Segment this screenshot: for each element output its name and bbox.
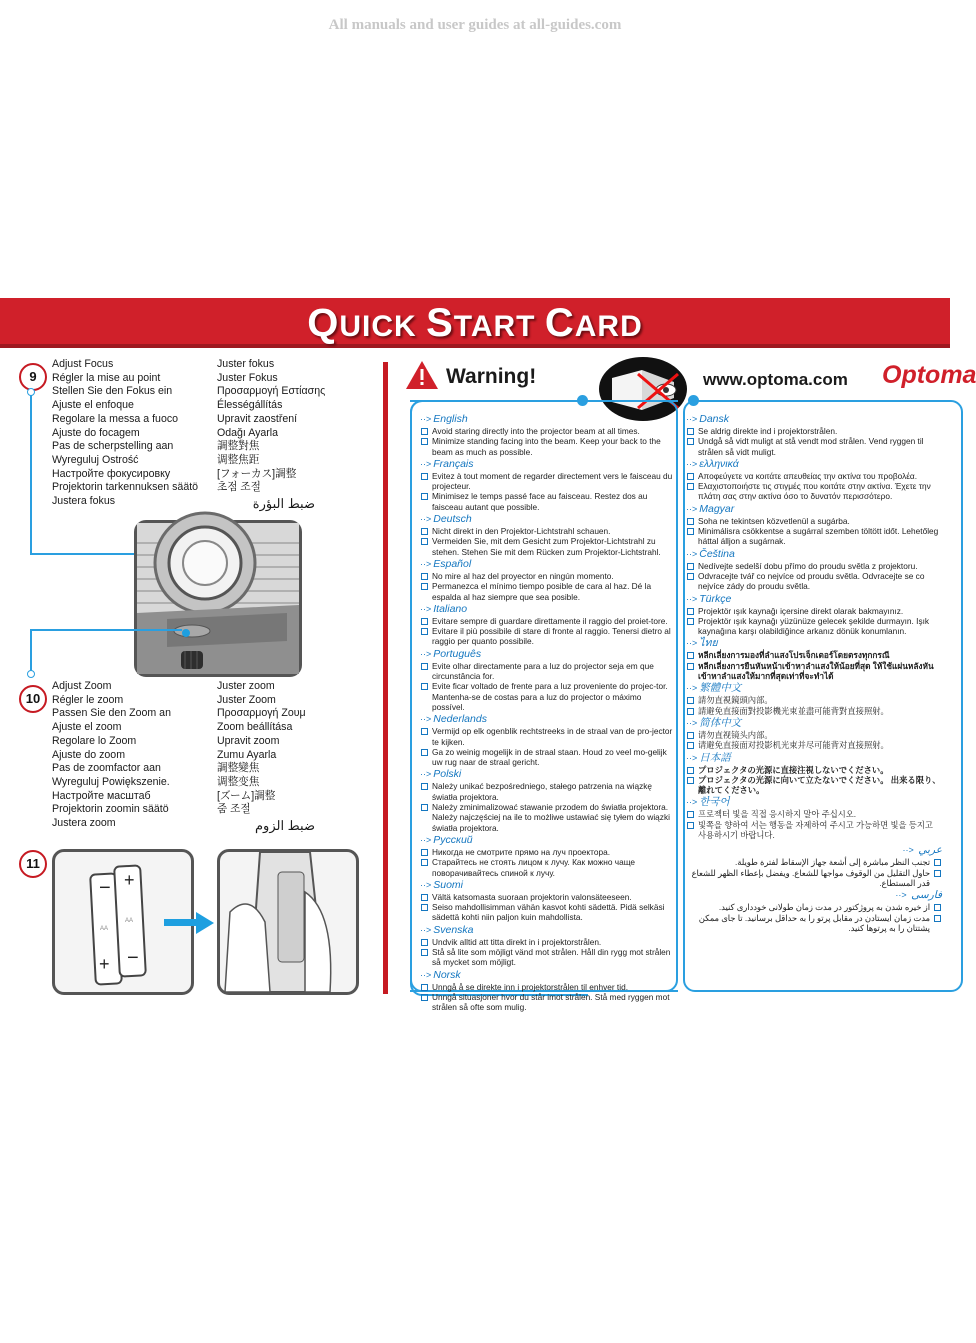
warning-item: Nicht direkt in den Projektor-Lichtstrahl schauen.	[420, 526, 675, 536]
connector-line	[30, 629, 182, 631]
warning-item: Unngå situasjoner hvor du står imot strålen. Stå med ryggen mot strålen så ofte som mulig.	[420, 992, 675, 1013]
warning-lang-name: Čeština	[699, 547, 735, 560]
warning-lang-header: ··> 繁體中文	[686, 682, 742, 695]
step10-label: Juster Zoom	[217, 693, 276, 706]
warning-item: Se aldrig direkte ind i projektorstrålen.	[686, 426, 942, 436]
step9-label: Ajuste el enfoque	[52, 399, 134, 412]
warning-item: Projektör ışık kaynağı içersine direkt olarak bakmayınız.	[686, 606, 942, 616]
battery-plus-sign: +	[124, 870, 135, 890]
step10-label: Upravit zoom	[217, 734, 280, 747]
step10-label: Zoom beállítása	[217, 721, 293, 734]
step10-label: 調整變焦	[217, 762, 260, 775]
warning-lang-header: ··> Dansk	[686, 413, 730, 425]
warning-lang-name: 简体中文	[699, 716, 742, 729]
warning-item: Vermijd op elk ogenblik rechtstreeks in de straal van de pro-jector te kijken.	[420, 726, 675, 747]
warning-lang-name: Italiano	[433, 602, 468, 615]
step-number-11: 11	[19, 850, 47, 878]
warning-lang-header: ··> Italiano	[420, 602, 468, 615]
step9-label: Adjust Focus	[52, 358, 114, 370]
warning-lang-name: 한국어	[699, 796, 730, 809]
step9-label: Ajuste do focagem	[52, 426, 140, 439]
step10-arabic-label: ضبط الزوم	[255, 818, 315, 833]
warning-lang-header: ··> Português	[420, 647, 482, 660]
warning-item: مدت زمان ايستادن در مقابل پرتو را به حداقل برسانيد. تا جای ممکن پشتتان را به پرتوها کنيد.	[686, 913, 942, 934]
card-title	[0, 300, 950, 350]
step10-label: Настройте масштаб	[52, 789, 151, 802]
warning-lang-name: Svenska	[433, 923, 474, 936]
warning-lang-header: ··> 简体中文	[686, 716, 742, 729]
website-url[interactable]: www.optoma.com	[703, 370, 848, 389]
optoma-logo: Optoma	[882, 361, 976, 389]
warning-item: Старайтесь не стоять лицом к лучу. Как можно чаще поворачивайтесь спиной к лучу.	[420, 857, 675, 878]
warning-item: Odvracejte tvář co nejvíce od proudu světla. Odvracejte se co nejvíce zády do proudu světla.	[686, 571, 942, 592]
connector-dot	[27, 388, 35, 396]
warning-item: Soha ne tekintsen közvetlenül a sugárba.	[686, 516, 942, 526]
warning-item: 請勿直視鏡頭內部。	[686, 695, 942, 705]
warning-item: 請避免直接面對投影機光束並盡可能背對直接照射。	[686, 706, 942, 716]
step9-label: Justera fokus	[52, 495, 116, 508]
step9-languages-right	[217, 358, 357, 495]
remote-illustration	[217, 849, 359, 995]
watermark-text: All manuals and user guides at all-guides.com	[328, 17, 622, 33]
warning-item: Projektör ışık kaynağı yüzünüze gelecek şekilde durmayın. Işık kaynağına karşı olabildiğince arkanız dönük konumlanın.	[686, 616, 942, 637]
step-number-9: 9	[19, 363, 47, 391]
projector-lens-illustration	[134, 520, 302, 677]
step-number-10: 10	[19, 685, 47, 713]
title-part-1: UICK	[339, 310, 427, 343]
warning-item: Никогда не смотрите прямо на луч проектора.	[420, 847, 675, 857]
warning-lang-name: Magyar	[699, 502, 735, 515]
step9-label: Odağı Ayarla	[217, 426, 279, 439]
step9-label: Настройте фокусировку	[52, 467, 171, 480]
step10-label: 줌 조절	[217, 803, 251, 816]
warning-item: Należy unikać bezpośredniego, stałego patrzenia na wiązkę światła projektora.	[420, 781, 675, 802]
warning-item: Undgå så vidt muligt at stå vendt mod strålen. Vend ryggen til strålen så vidt muligt.	[686, 436, 942, 457]
step10-label: Προσαρμογή Ζουμ	[217, 707, 306, 720]
warning-item: Unngå å se direkte inn i projektorstrålen til enhver tid.	[420, 982, 675, 992]
warning-lang-name: Français	[433, 457, 474, 470]
projector-drawing	[137, 523, 299, 674]
step9-languages-left	[52, 358, 212, 509]
step9-label: Wyreguluj Ostrość	[52, 453, 139, 466]
warning-item: プロジェクタの光源に直接注視しないでください。	[686, 765, 942, 775]
battery-type-label: AA	[125, 918, 134, 924]
title-letter-s: S	[426, 301, 454, 345]
warning-item: Stå så lite som möjligt vänd mot strålen. Håll din rygg mot strålen så mycket som möjligt.	[420, 947, 675, 968]
warning-item: Evitare il più possibile di stare di fronte al raggio. Tenersi dietro al raggio per quanto possibile.	[420, 626, 675, 647]
warning-lang-name: Suomi	[433, 878, 464, 891]
step9-label: Stellen Sie den Fokus ein	[52, 385, 173, 398]
warning-rtl-languages	[686, 844, 942, 933]
warning-triangle-icon	[405, 360, 439, 390]
warning-item: Evite olhar directamente para a luz do projector seja em que circunstância for.	[420, 661, 675, 682]
step10-label: [ズーム]調整	[217, 789, 276, 802]
warning-languages-left	[420, 412, 675, 1012]
warning-item: Permanezca el mínimo tiempo posible de cara al haz. Dé la espalda al haz siempre que sea posible.	[420, 581, 675, 602]
step10-label: Juster zoom	[217, 680, 275, 692]
step9-label: Régler la mise au point	[52, 371, 161, 384]
battery-plus-sign: +	[99, 954, 110, 974]
warning-item: Minimálisra csökkentse a sugárral szemben töltött időt. Lehetőleg háttal álljon a sugárnak.	[686, 526, 942, 547]
warning-heading: Warning!	[446, 365, 537, 388]
step9-label: Juster fokus	[217, 358, 275, 370]
battery-minus-sign: −	[127, 947, 139, 969]
warning-lang-header: ··> 한국어	[686, 796, 730, 809]
warning-item: Evite ficar voltado de frente para a luz proveniente do projec-tor. Mantenha-se de costas para a luz do projector o máximo possível.	[420, 681, 675, 712]
connector-line	[30, 391, 32, 554]
step9-label: Juster Fokus	[217, 371, 278, 384]
warning-item: Evitez à tout moment de regarder directement vers le faisceau du projecteur.	[420, 471, 675, 492]
warning-lang-header: ··> Suomi	[420, 878, 464, 891]
warning-item: Vältä katsomasta suoraan projektorin valonsäteeseen.	[420, 892, 675, 902]
warning-lang-header: ··> ไทย	[686, 637, 718, 650]
warning-lang-header: عربي <··	[902, 844, 942, 857]
warning-lang-header: ··> Čeština	[686, 547, 735, 560]
step10-label: Regolare lo Zoom	[52, 734, 137, 747]
warning-lang-name: Türkçe	[699, 592, 732, 605]
warning-item: Vermeiden Sie, mit dem Gesicht zum Projektor-Lichtstrahl zu stehen. Stehen Sie mit dem Rücken zum Projektor-Lichtstrahl.	[420, 536, 675, 557]
step9-arabic-label: ضبط البؤرة	[252, 496, 315, 511]
step9-label: 초점 조절	[217, 481, 261, 494]
step9-label: 調整對焦	[217, 440, 260, 453]
warning-item: Evitare sempre di guardare direttamente il raggio del proiet-tore.	[420, 616, 675, 626]
warning-item: Ga zo weinig mogelijk in de straal staan. Houd zo veel mo-gelijk uw rug naar de straal gericht.	[420, 747, 675, 768]
connector-line	[30, 629, 32, 674]
step10-label: Wyreguluj Powiększenie.	[52, 775, 170, 788]
step9-label: Projektorin tarkennuksen säätö	[52, 481, 199, 494]
warning-lang-header: ··> ελληνικά	[686, 457, 739, 470]
warning-item: Nedívejte sedelší dobu přímo do proudu světla z projektoru.	[686, 561, 942, 571]
warning-lang-header: فارسی <··	[895, 889, 942, 902]
step10-label: Zumu Ayarla	[217, 748, 277, 761]
step10-label: Projektorin zoomin säätö	[52, 803, 169, 816]
step10-label: Pas de zoomfactor aan	[52, 762, 161, 775]
step9-label: Regolare la messa a fuoco	[52, 412, 179, 425]
title-letter-c: C	[544, 301, 575, 345]
warning-item: 请避免直接面对投影机光束并尽可能背对直接照射。	[686, 740, 942, 750]
warning-lang-header: ··> Русский	[420, 833, 473, 846]
warning-item: Undvik alltid att titta direkt in i projektorstrålen.	[420, 937, 675, 947]
step9-label: Pas de scherpstelling aan	[52, 440, 174, 453]
warning-item: Należy zminimalizować stawanie przodem do światła projektora. Należy najczęściej na ile to możliwe ustawiać się tyłem do wiązki światła projektora.	[420, 802, 675, 833]
warning-box-dot	[688, 395, 699, 406]
battery-type-label: AA	[100, 926, 109, 932]
warning-item: Ελαχιστοποιήστε τις στιγμές που κοιτάτε στην ακτίνα. Έχετε την πλάτη σας στην ακτίνα όσο το δυνατόν περισσότερο.	[686, 481, 942, 502]
warning-lang-name: Norsk	[433, 968, 461, 981]
battery-minus-sign: −	[99, 877, 111, 899]
warning-lang-name: 繁體中文	[699, 682, 742, 695]
warning-lang-name: فارسی	[911, 889, 942, 902]
title-letter-q: Q	[307, 301, 340, 345]
warning-lang-name: Русский	[433, 833, 473, 846]
title-part-2: TART	[453, 310, 545, 343]
step10-label: Régler le zoom	[52, 693, 124, 706]
warning-lang-name: ไทย	[699, 637, 718, 650]
warning-lang-header: ··> Svenska	[420, 923, 474, 936]
step10-label: Adjust Zoom	[52, 680, 112, 692]
title-part-3: ARD	[574, 310, 643, 343]
warning-item: หลีกเลี่ยงการยืนหันหน้าเข้าหาลำแสงให้น้อยที่สุด ให้ใช้แผ่นหลังหันเข้าหาลำแสงให้มากที่สุดเท่าที่จะทำได้	[686, 661, 942, 682]
warning-item: حاول التقليل من الوقوف مواجها للشعاع. ويفضل بإعطاء الظهر للشعاع قدر المستطاع.	[686, 868, 942, 889]
warning-item: تجنب النظر مباشرة إلى أشعة جهاز الإسقاط لفترة طويلة.	[686, 857, 942, 867]
insert-arrow-icon	[164, 912, 216, 934]
warning-lang-name: Dansk	[699, 413, 730, 425]
warning-lang-name: Deutsch	[433, 513, 472, 526]
warning-item: Minimize standing facing into the beam. Keep your back to the beam as much as possible.	[420, 436, 675, 457]
step10-label: Justera zoom	[52, 817, 116, 830]
warning-lang-name: Português	[433, 647, 482, 660]
step10-label: Ajuste do zoom	[52, 748, 126, 761]
step9-label: Προσαρμογή Εστίασης	[217, 385, 326, 398]
warning-item: از خيره شدن به پروژکتور در مدت زمان طولانی خودداری کنيد.	[686, 902, 942, 912]
warning-item: 프로젝터 빛을 직접 응시하지 말아 주십시오.	[686, 809, 942, 819]
warning-lang-header: ··> Español	[420, 557, 472, 570]
column-divider	[383, 362, 388, 994]
warning-lang-header: ··> Magyar	[686, 502, 735, 515]
warning-lang-name: Nederlands	[433, 713, 487, 726]
remote-drawing	[220, 852, 356, 992]
step9-label: 调整焦距	[217, 453, 260, 466]
warning-item: No mire al haz del proyector en ningún momento.	[420, 571, 675, 581]
step10-label: Passen Sie den Zoom an	[52, 707, 171, 720]
step9-label: Élességállítás	[217, 399, 283, 412]
warning-lang-header: ··> Norsk	[420, 968, 461, 981]
warning-lang-name: Español	[433, 557, 472, 570]
warning-lang-name: English	[433, 413, 468, 425]
warning-lang-header: ··> Deutsch	[420, 513, 472, 526]
warning-lang-header: ··> 日本語	[686, 751, 731, 764]
warning-item: 请勿直视镜头内部。	[686, 730, 942, 740]
warning-item: Avoid staring directly into the projector beam at all times.	[420, 426, 675, 436]
step10-label: 调整变焦	[217, 775, 260, 788]
step9-label: Upravit zaostření	[217, 412, 298, 425]
warning-lang-header: ··> Türkçe	[686, 592, 732, 605]
warning-lang-name: 日本語	[699, 751, 731, 764]
warning-lang-name: ελληνικά	[699, 457, 739, 470]
warning-lang-name: Polski	[433, 768, 462, 781]
warning-box-dot	[577, 395, 588, 406]
step10-label: Ajuste el zoom	[52, 721, 122, 734]
warning-item: プロジェクタの光源に向いて立たないでください。 出来る限り、離れてください。	[686, 775, 942, 796]
step10-languages-right	[217, 680, 357, 817]
warning-item: หลีกเลี่ยงการมองที่ลำแสงโปรเจ็กเตอร์โดยตรงทุกกรณี	[686, 650, 942, 660]
warning-lang-header: ··> English	[420, 413, 468, 425]
warning-item: Seiso mahdollisimman vähän kasvot kohti sädettä. Pidä selkäsi sädettä kohti niin paljon kuin mahdollista.	[420, 902, 675, 923]
warning-languages-right	[686, 412, 942, 933]
step9-label: [フォーカス]調整	[217, 467, 297, 480]
warning-lang-name: عربي	[918, 844, 942, 857]
warning-lang-header: ··> Français	[420, 457, 474, 470]
connector-dot	[27, 670, 35, 678]
warning-lang-header: ··> Polski	[420, 768, 462, 781]
step10-languages-left	[52, 680, 212, 831]
warning-item: Αποφεύγετε να κοιτάτε απευθείας την ακτίνα του προβολέα.	[686, 471, 942, 481]
warning-item: 빛쪽을 향하여 서는 행동을 자제하여 주시고 가능하면 빛을 등지고 사용하시기 바랍니다.	[686, 820, 942, 841]
warning-lang-header: ··> Nederlands	[420, 713, 487, 726]
warning-item: Minimisez le temps passé face au faisceau. Restez dos au faisceau autant que possible.	[420, 491, 675, 512]
